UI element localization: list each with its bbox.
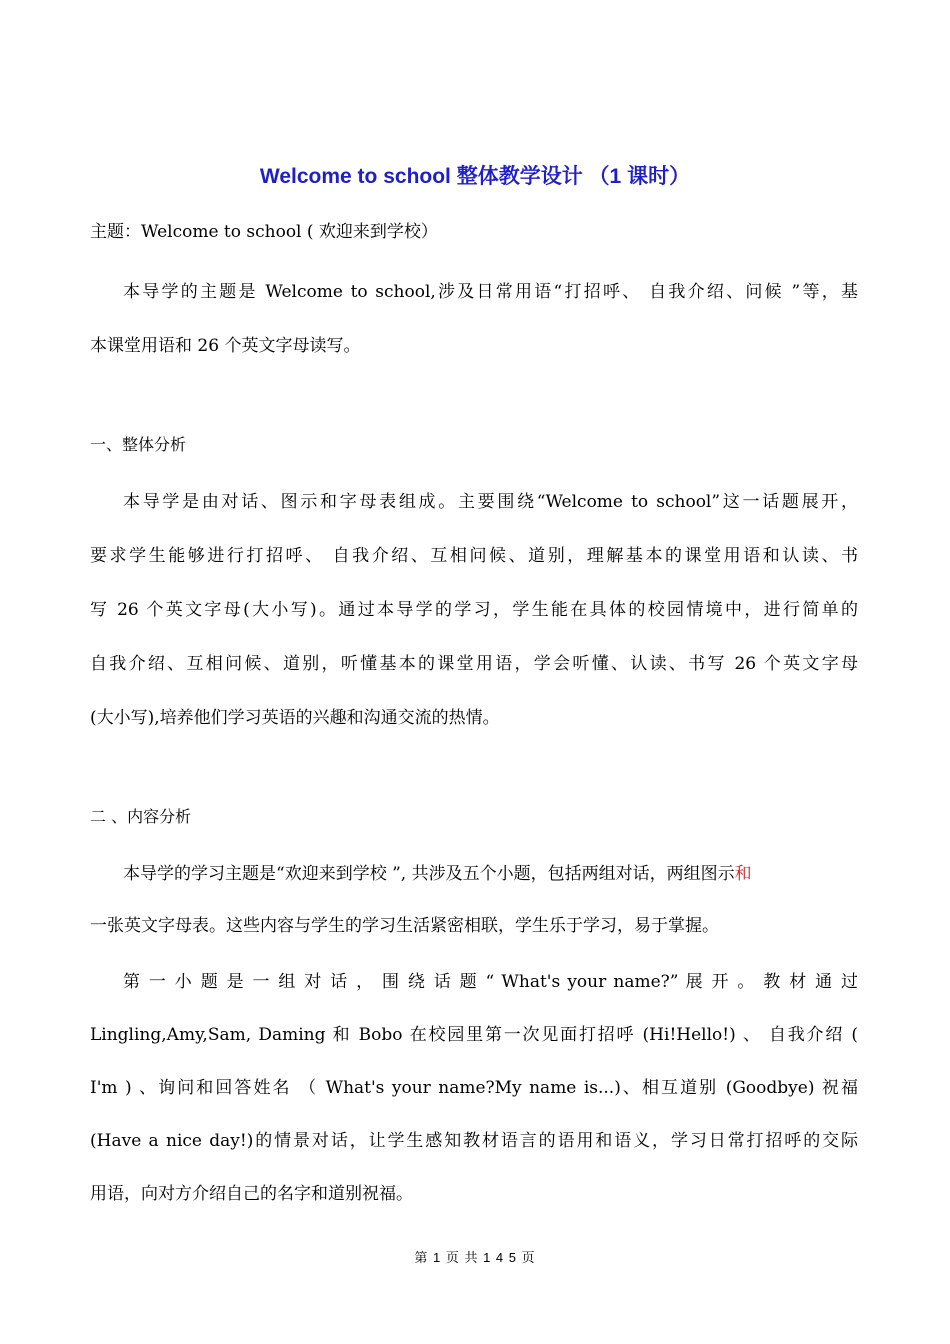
theme-line: 主题：Welcome to school ( 欢迎来到学校） (90, 222, 438, 242)
intro-line-1: 本导学的主题是 Welcome to school,涉及日常用语“打招呼、 自我介绍、问候 ”等，基 (123, 282, 858, 302)
section2-para1-line-1 (123, 861, 858, 887)
section2-heading: 二 、内容分析 (90, 807, 192, 826)
section1-line-1: 本导学是由对话、图示和字母表组成。主要围绕“Welcome to school”这一话题展开， (123, 492, 858, 512)
section2-para2-line-2: Lingling,Amy,Sam, Daming 和 Bobo 在校园里第一次见面打招呼 (Hi!Hello!) 、 自我介绍 ( (90, 1025, 858, 1045)
page-footer: 第 1 页 共 1 4 5 页 (414, 1250, 536, 1265)
document-title: Welcome to school 整体教学设计 （1 课时） (259, 165, 691, 188)
section1-line-4: 自我介绍、互相问候、道别，听懂基本的课堂用语，学会听懂、认读、书写 26 个英文字母 (90, 654, 858, 674)
section2-para1-line-1-text: 本导学的学习主题是“欢迎来到学校 ”, 共涉及五个小题，包括两组对话，两组图示 (123, 864, 735, 884)
section1-line-3: 写 26 个英文字母(大小写)。通过本导学的学习，学生能在具体的校园情境中，进行简单的 (90, 600, 858, 620)
section2-para2-line-5: 用语，向对方介绍自己的名字和道别祝福。 (90, 1184, 413, 1204)
section2-para2-line-3: I'm ) 、询问和回答姓名 （ What's your name?My name is...)、相互道别 (Goodbye) 祝福 (90, 1078, 858, 1098)
section1-line-2: 要求学生能够进行打招呼、 自我介绍、互相问候、道别，理解基本的课堂用语和认读、书 (90, 546, 858, 566)
highlighted-word: 和 (734, 864, 752, 884)
section2-para1-line-2: 一张英文字母表。这些内容与学生的学习生活紧密相联，学生乐于学习，易于掌握。 (90, 916, 719, 936)
section1-line-5: (大小写),培养他们学习英语的兴趣和沟通交流的热情。 (90, 708, 500, 728)
section2-para2-line-4: (Have a nice day!)的情景对话，让学生感知教材语言的语用和语义，学习日常打招呼的交际 (90, 1131, 858, 1151)
intro-line-2: 本课堂用语和 26 个英文字母读写。 (90, 336, 361, 356)
section1-heading: 一、整体分析 (90, 435, 187, 454)
section2-para2-line-1: 第 一 小 题 是 一 组 对 话 ， 围 绕 话 题 “ What's your name?” 展 开 。 教 材 通 过 (123, 972, 858, 992)
